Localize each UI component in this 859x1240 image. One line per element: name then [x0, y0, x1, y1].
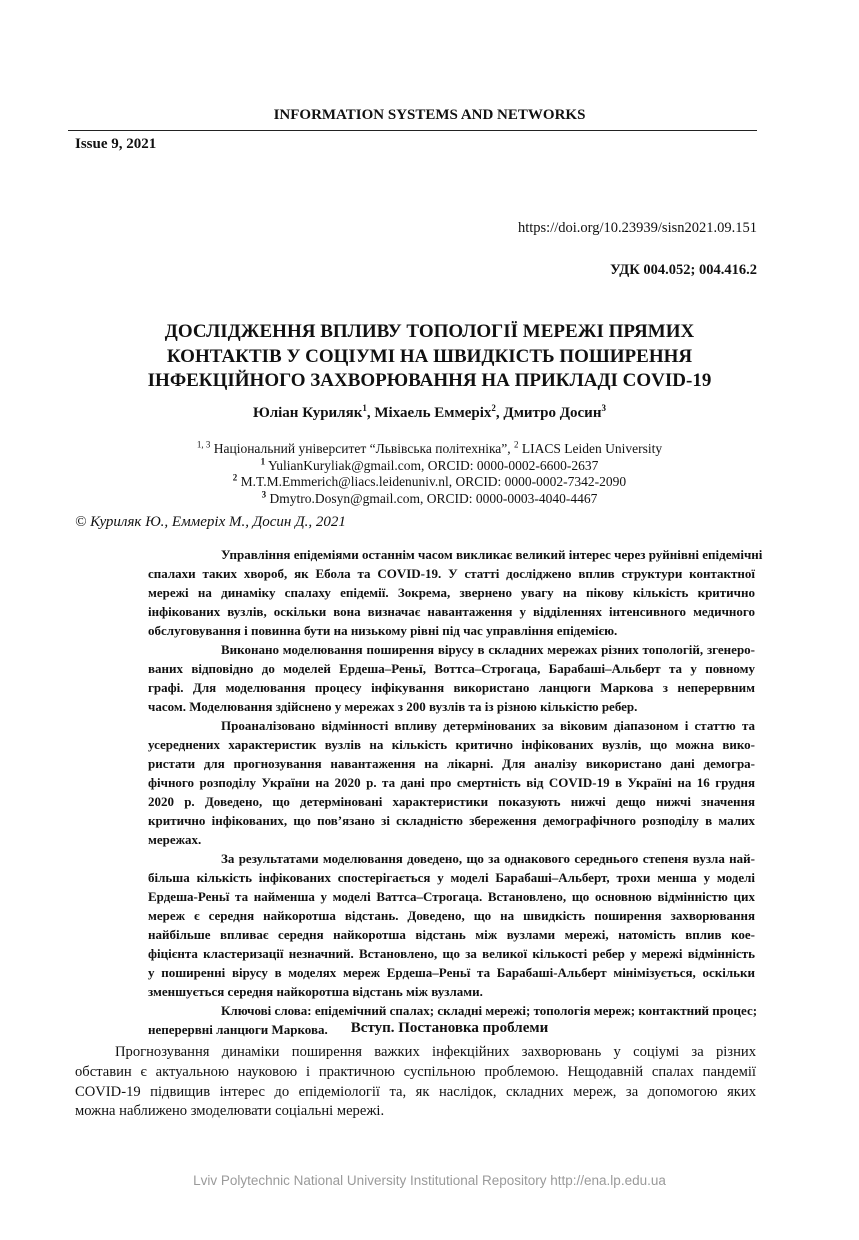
text-line: Виконано моделювання поширення вірусу в складних мережах різних топологій, згенеро-: [221, 642, 755, 657]
text-line: можна наближено змоделювати соціальні мережі.: [75, 1103, 385, 1120]
text-line: фічного розподілу України на 2020 р. та дані про смертність від COVID-19 в Україні на 16 грудня: [148, 775, 755, 790]
email-line: [0, 491, 859, 508]
author-affiliation-mark: 3: [601, 403, 606, 413]
author-name: Міхаель Еммеріх: [374, 405, 492, 421]
affiliation-mark: 3: [261, 489, 267, 499]
issue-label: Issue 9, 2021: [75, 136, 157, 152]
text-line: обставин є актуальною науковою і практичною суспільною проблемою. Нещодавній спалах пандемії: [75, 1063, 756, 1080]
abstract-paragraph: [148, 545, 763, 640]
section-heading: Вступ. Постановка проблеми: [350, 1020, 549, 1036]
affiliation-text: Національний університет “Львівська політехніка”,: [210, 441, 515, 456]
author-affiliation-mark: 1: [362, 403, 367, 413]
affiliation-mark: 1, 3: [196, 439, 211, 450]
author-name: Юліан Куриляк: [253, 405, 363, 421]
affiliation-line: [0, 441, 859, 458]
text-line: у поширенні вірусу в моделях мереж Ердеша–Реньї та Барабаші-Альберт мінімізується, оскільки: [148, 965, 755, 980]
header-divider: [68, 130, 757, 131]
repository-footer: Lviv Polytechnic National University Institutional Repository http://ena.lp.edu.ua: [193, 1173, 666, 1188]
udk-code: УДК 004.052; 004.416.2: [610, 262, 757, 278]
title-line: ІНФЕКЦІЙНОГО ЗАХВОРЮВАННЯ НА ПРИКЛАДІ COVID-19: [147, 370, 712, 391]
text-line: Прогнозування динаміки поширення важких інфекційних захворювань у соціумі за різних: [115, 1044, 756, 1060]
abstract-paragraph: [148, 849, 755, 1001]
text-line: спалахи таких хвороб, як Ебола та COVID-19. У статті досліджено вплив структури контактної: [148, 566, 755, 581]
text-line: критично інфікованих, що пов’язано зі складністю збереження демографічного розподілу в малих: [148, 813, 755, 828]
text-line: часом. Моделювання здійснено у мережах з 200 вузлів та із різною кількістю ребер.: [148, 699, 638, 714]
text-line: Ердеша-Реньї та найменша у моделі Ваттса–Строгаца. Встановлено, що основною відмінністю цих: [148, 889, 755, 904]
abstract-paragraph: [148, 716, 755, 849]
affiliation-mark: 1: [260, 456, 266, 466]
text-line: 2020 р. Доведено, що детерміновані характеристики показують нижчі дещо нижчі значення: [148, 794, 755, 809]
text-line: графі. Для моделювання процесу інфікування використано ланцюги Маркова з неперервним: [148, 680, 755, 695]
text-line: мережах.: [148, 832, 202, 847]
text-line: неперервні ланцюги Маркова.: [148, 1022, 328, 1037]
text-line: ристати для прогнозування навантаження на лікарні. Для аналізу використано дані демогра-: [148, 756, 755, 771]
email-orcid: Dmytro.Dosyn@gmail.com, ORCID: 0000-0003-4040-4467: [266, 490, 598, 506]
text-line: За результатами моделювання доведено, що за однакового середнього степеня вузла най-: [221, 851, 755, 866]
email-orcid: YulianKuryliak@gmail.com, ORCID: 0000-0002-6600-2637: [265, 457, 599, 473]
author-list: Юліан Куриляк$^1$, Міхаель Еммеріх$^2$, Дмитро Досин$^3$: [253, 403, 606, 421]
affiliations: [0, 441, 859, 507]
email-line: [0, 474, 859, 491]
text-line: мереж є середня найкоротша відстань. Доведено, що на швидкість поширення захворювання: [148, 908, 755, 923]
paper-title: [0, 320, 859, 394]
text-line: найбільше впливає середня найкоротша відстань між вузлами мережі, натомість вплив кое-: [148, 927, 755, 942]
author-name: Дмитро Досин: [503, 405, 602, 421]
abstract-paragraph: [148, 640, 755, 716]
affiliation-text: LIACS Leiden University: [518, 441, 663, 456]
title-line: КОНТАКТІВ У СОЦІУМІ НА ШВИДКІСТЬ ПОШИРЕННЯ: [166, 345, 693, 367]
text-line: Проаналізовано відмінності впливу детермінованих за віковим діапазоном і статтю та: [221, 718, 755, 733]
copyright: © Куриляк Ю., Еммеріх М., Досин Д., 2021: [75, 514, 346, 530]
doi-link[interactable]: https://doi.org/10.23939/sisn2021.09.151: [517, 220, 757, 236]
journal-name: INFORMATION SYSTEMS AND NETWORKS: [273, 107, 586, 123]
text-line: ваних відповідно до моделей Ердеша–Реньї, Воттса–Строгаца, Барабаші–Альберт та у повному: [148, 661, 755, 676]
text-line: усереднених характеристик вузлів на кількість критично інфікованих вузлів, що можна вико-: [148, 737, 755, 752]
email-line: [0, 458, 859, 475]
author-affiliation-mark: 2: [491, 403, 496, 413]
text-line: обслуговування і повинна бути на низькому рівні під час управління епідемією.: [148, 623, 618, 638]
email-orcid: M.T.M.Emmerich@liacs.leidenuniv.nl, ORCID: 0000-0002-7342-2090: [237, 474, 627, 489]
intro-paragraph: [75, 1043, 756, 1122]
affiliation-mark: 2: [514, 439, 519, 450]
text-line: зменшується середня найкоротша відстань між вузлами.: [148, 984, 483, 999]
affiliation-mark: 2: [232, 472, 238, 483]
text-line: інфікованих вузлів, оскільки вона визначає навантаження у відділеннях інтенсивного медичного: [148, 604, 755, 619]
text-line: мережі на динаміку спалаху епідемії. Зокрема, звернено увагу на пікову кількість критично: [148, 585, 755, 600]
text-line: Ключові слова: епідемічний спалах; складні мережі; топологія мереж; контактний процес;: [221, 1003, 758, 1018]
title-line: ДОСЛІДЖЕННЯ ВПЛИВУ ТОПОЛОГІЇ МЕРЕЖІ ПРЯМИХ: [164, 321, 695, 342]
text-line: більша кількість інфікованих спостерігається у моделі Барабаші–Альберт, трохи менша у моделі: [148, 870, 755, 885]
text-line: COVID-19 підвищив інтерес до епідеміології та, як наслідок, складних мереж, за допомогою яких: [75, 1083, 756, 1100]
abstract: [148, 545, 763, 1039]
text-line: фіцієнта кластеризації незначний. Встановлено, що за великої кількості ребер у мережі відмінність: [148, 946, 755, 961]
text-line: Управління епідеміями останнім часом викликає великий інтерес через руйнівні епідемічні: [221, 547, 763, 562]
